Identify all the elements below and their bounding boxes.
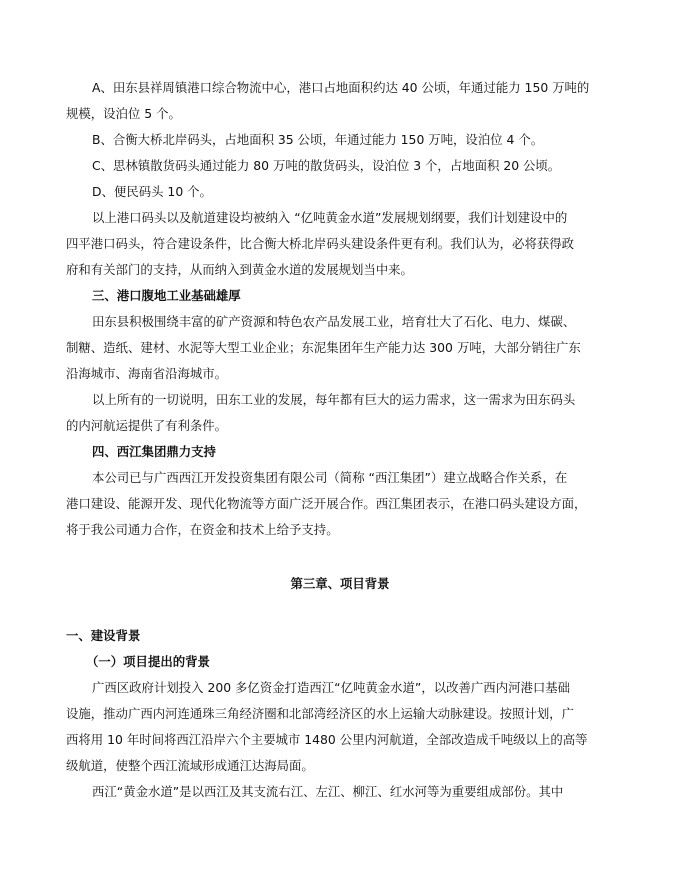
paragraph-5-line2: 设施，推动广西内河连通珠三角经济圈和北部湾经济区的水上运输大动脉建设。按照计划，广 <box>66 706 575 721</box>
paragraph-5-line4: 级航道，使整个西江流域形成通江达海局面。 <box>66 758 314 773</box>
paragraph-3-line1: 以上所有的一切说明，田东工业的发展，每年都有巨大的运力需求，这一需求为田东码头 <box>92 392 576 407</box>
section-heading-3: 三、港口腹地工业基础雄厚 <box>92 288 241 303</box>
paragraph-2-line2: 制糖、造纸、建材、水泥等大型工业企业；东泥集团年生产能力达 300 万吨，大部分销往广东 <box>66 340 581 355</box>
list-item-a-line1: A、田东县祥周镇港口综合物流中心，港口占地面积约达 40 公顷，年通过能力 150 万吨的 <box>92 80 590 95</box>
paragraph-5-line3: 西将用 10 年时间将西江沿岸六个主要城市 1480 公里内河航道，全部改造成千吨级以上的高等 <box>66 732 588 747</box>
list-item-b: B、合衡大桥北岸码头，占地面积 35 公顷，年通过能力 150 万吨，设泊位 4 个。 <box>92 132 544 147</box>
paragraph-1-line1: 以上港口码头以及航道建设均被纳入 “亿吨黄金水道”发展规划纲要，我们计划建设中的 <box>92 210 568 225</box>
section-heading-1: 一、建设背景 <box>66 628 141 643</box>
paragraph-5-line1: 广西区政府计划投入 200 多亿资金打造西江“亿吨黄金水道”，以改善广西内河港口基础 <box>92 680 571 695</box>
paragraph-6-line1: 西江“黄金水道”是以西江及其支流右江、左江、柳江、红水河等为重要组成部份。其中 <box>92 784 564 799</box>
list-item-c: C、思林镇散货码头通过能力 80 万吨的散货码头，设泊位 3 个，占地面积 20 公顷。 <box>92 158 561 173</box>
list-item-d: D、便民码头 10 个。 <box>92 184 212 199</box>
subsection-heading-1: （一）项目提出的背景 <box>86 654 210 669</box>
list-item-a-line2: 规模，设泊位 5 个。 <box>66 106 181 121</box>
paragraph-3-line2: 的内河航运提供了有利条件。 <box>66 418 228 433</box>
chapter-title: 第三章、项目背景 <box>290 576 390 591</box>
paragraph-2-line3: 沿海城市、海南省沿海城市。 <box>66 366 228 381</box>
paragraph-1-line3: 府和有关部门的支持，从而纳入到黄金水道的发展规划当中来。 <box>66 262 413 277</box>
section-heading-4: 四、西江集团鼎力支持 <box>92 444 216 459</box>
paragraph-4-line1: 本公司已与广西西江开发投资集团有限公司（简称 “西江集团”）建立战略合作关系，在 <box>92 470 568 485</box>
paragraph-4-line3: 将于我公司通力合作，在资金和技术上给予支持。 <box>66 522 339 537</box>
paragraph-4-line2: 港口建设、能源开发、现代化物流等方面广泛开展合作。西江集团表示，在港口码头建设方面， <box>66 496 587 511</box>
paragraph-1-line2: 四平港口码头，符合建设条件，比合衡大桥北岸码头建设条件更有利。我们认为，必将获得政 <box>66 236 575 251</box>
paragraph-2-line1: 田东县积极围绕丰富的矿产资源和特色农产品发展工业，培育壮大了石化、电力、煤碳、 <box>92 314 576 329</box>
